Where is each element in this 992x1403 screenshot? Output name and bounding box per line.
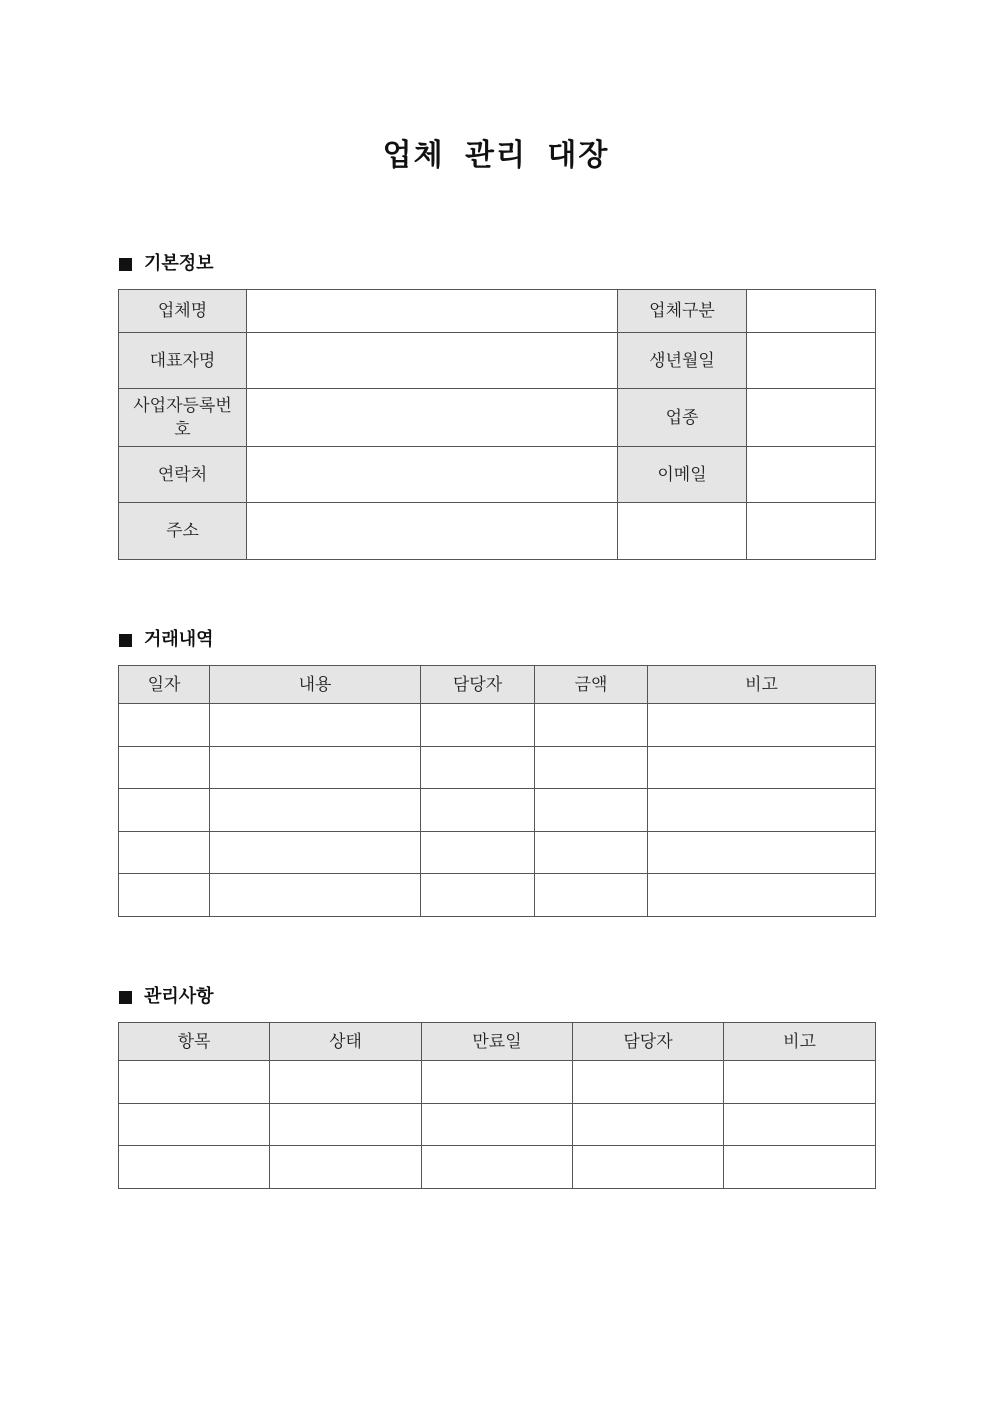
table-cell[interactable] [535, 874, 648, 917]
value-cell[interactable] [747, 333, 876, 389]
label-cell: 생년월일 [618, 333, 747, 389]
label-cell: 업체명 [119, 290, 247, 333]
table-cell[interactable] [119, 704, 210, 747]
value-cell[interactable] [747, 389, 876, 447]
label-cell: 대표자명 [119, 333, 247, 389]
table-cell[interactable] [648, 874, 876, 917]
table-cell[interactable] [119, 747, 210, 789]
table-cell[interactable] [422, 1061, 573, 1104]
table-cell[interactable] [648, 747, 876, 789]
square-bullet-icon [119, 258, 132, 271]
value-cell[interactable] [247, 333, 618, 389]
column-header: 일자 [119, 666, 210, 704]
column-header: 금액 [535, 666, 648, 704]
table-cell[interactable] [535, 747, 648, 789]
label-cell: 이메일 [618, 447, 747, 503]
table-row [119, 290, 876, 333]
table-cell[interactable] [119, 1104, 270, 1146]
label-cell: 연락처 [119, 447, 247, 503]
square-bullet-icon [119, 991, 132, 1004]
table-cell[interactable] [270, 1104, 422, 1146]
table-cell[interactable] [535, 704, 648, 747]
table-cell[interactable] [724, 1061, 876, 1104]
column-header: 만료일 [422, 1023, 573, 1061]
column-header: 담당자 [573, 1023, 724, 1061]
value-cell[interactable] [247, 389, 618, 447]
table-cell[interactable] [421, 704, 535, 747]
table-cell[interactable] [724, 1104, 876, 1146]
table-cell[interactable] [421, 789, 535, 832]
section-heading-label: 거래내역 [144, 629, 214, 650]
table-cell[interactable] [421, 832, 535, 874]
table-cell[interactable] [648, 832, 876, 874]
table-cell[interactable] [119, 832, 210, 874]
table-row [119, 704, 876, 747]
column-header: 담당자 [421, 666, 535, 704]
table-row [119, 1061, 876, 1104]
table-row [119, 333, 876, 389]
table-cell[interactable] [573, 1146, 724, 1189]
value-cell[interactable] [247, 290, 618, 333]
table-row [119, 1104, 876, 1146]
table-cell[interactable] [210, 832, 421, 874]
section-heading-basic-info [119, 251, 214, 277]
label-cell: 업체구분 [618, 290, 747, 333]
section-heading-management [119, 984, 214, 1010]
table-row [119, 447, 876, 503]
table-cell[interactable] [210, 789, 421, 832]
table-row [119, 789, 876, 832]
value-cell[interactable] [747, 447, 876, 503]
column-header: 비고 [648, 666, 876, 704]
table-cell[interactable] [210, 704, 421, 747]
table-cell[interactable] [270, 1146, 422, 1189]
table-cell[interactable] [422, 1146, 573, 1189]
column-header: 상태 [270, 1023, 422, 1061]
table-cell[interactable] [119, 1061, 270, 1104]
management-table [118, 1022, 876, 1189]
table-row [119, 747, 876, 789]
table-cell[interactable] [535, 832, 648, 874]
table-cell[interactable] [724, 1146, 876, 1189]
table-cell[interactable] [648, 789, 876, 832]
label-cell: 업종 [618, 389, 747, 447]
column-header: 항목 [119, 1023, 270, 1061]
table-header-row [119, 666, 876, 704]
table-row [119, 832, 876, 874]
value-cell[interactable] [618, 503, 747, 560]
basic-info-table [118, 289, 876, 560]
table-cell[interactable] [573, 1104, 724, 1146]
table-row [119, 1146, 876, 1189]
table-cell[interactable] [210, 874, 421, 917]
table-cell[interactable] [421, 747, 535, 789]
table-header-row [119, 1023, 876, 1061]
table-cell[interactable] [119, 1146, 270, 1189]
column-header: 비고 [724, 1023, 876, 1061]
table-cell[interactable] [648, 704, 876, 747]
table-cell[interactable] [573, 1061, 724, 1104]
table-row [119, 874, 876, 917]
table-cell[interactable] [422, 1104, 573, 1146]
table-cell[interactable] [119, 874, 210, 917]
value-cell[interactable] [747, 290, 876, 333]
table-cell[interactable] [535, 789, 648, 832]
table-cell[interactable] [421, 874, 535, 917]
value-cell[interactable] [247, 447, 618, 503]
value-cell[interactable] [747, 503, 876, 560]
section-heading-label: 관리사항 [144, 986, 214, 1007]
label-cell: 주소 [119, 503, 247, 560]
column-header: 내용 [210, 666, 421, 704]
value-cell[interactable] [247, 503, 618, 560]
square-bullet-icon [119, 634, 132, 647]
page-title: 업체 관리 대장 [382, 138, 610, 173]
table-cell[interactable] [119, 789, 210, 832]
table-row [119, 389, 876, 447]
section-heading-label: 기본정보 [144, 253, 214, 274]
table-cell[interactable] [210, 747, 421, 789]
label-cell: 사업자등록번 호 [119, 389, 247, 447]
table-cell[interactable] [270, 1061, 422, 1104]
table-row [119, 503, 876, 560]
transactions-table [118, 665, 876, 917]
section-heading-transactions [119, 627, 214, 653]
